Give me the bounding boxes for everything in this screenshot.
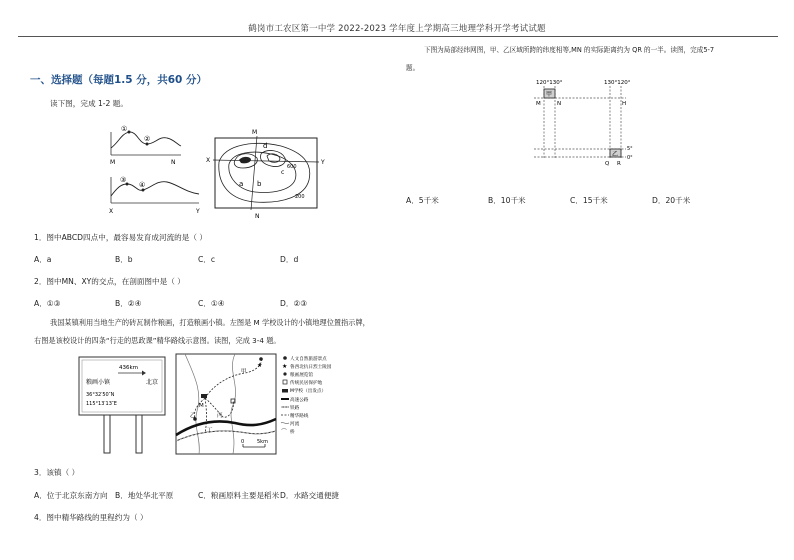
profile-point-2: ② [144,135,151,143]
legend-item-9: 桥 [290,430,295,435]
sign-longitude: 115°13′13″E [86,401,117,407]
profile-label-m: M [110,159,116,166]
sign-latitude: 36°32′50″N [86,392,115,398]
map-point-b: b [257,180,262,188]
legend-item-3: 传统民居保护地 [290,381,323,386]
q2-stem: 2．图中MN、XY的交点，在剖面图中是（ ） [34,277,185,286]
route-label-m: M [199,403,204,409]
profile-xy [109,176,200,215]
grid-top-right-label: 130°120° [604,80,631,86]
grid-top-left-label: 120°130° [536,80,563,86]
grid-label-5deg: 5° [627,146,633,152]
map-label-n: N [255,213,260,220]
grid-label-q: Q [605,161,610,167]
profile-point-3: ③ [120,176,127,184]
q1-option-b[interactable]: B．b [115,255,133,264]
grid-label-m: M [536,101,541,107]
q3-option-d[interactable]: D．水路交通便捷 [280,491,340,500]
scenic-spot-marker [259,357,263,361]
q5-option-b[interactable]: B．10千米 [488,196,526,205]
q2-option-a[interactable]: A．①③ [34,299,61,308]
town-sign-figure [78,356,168,454]
route-label-yi: 乙 [190,413,196,419]
legend-item-1: 鲁西北抗日烈士陵园 [290,365,332,370]
route-map-figure [175,353,332,458]
q2-option-c[interactable]: C．①④ [198,299,225,308]
section-title: 一、选择题（每题1.5 分，共60 分） [30,74,208,86]
profile-label-x: X [109,208,114,215]
legend-bridge-icon: ⌒ [281,429,288,436]
legend-item-8: 河流 [290,422,300,427]
grid-label-0deg: 0° [627,155,633,161]
profile-mn [110,125,181,166]
scale-zero: 0 [241,439,245,445]
map-point-d: d [263,142,268,150]
profile-label-n: N [171,159,176,166]
contour-label-200: 200 [295,194,305,200]
grid-label-n: N [557,101,562,107]
q1-option-d[interactable]: D．d [280,255,299,264]
legend-item-5: 高速公路 [290,398,309,403]
q1-option-a[interactable]: A．a [34,255,52,264]
q5-option-a[interactable]: A．5千米 [406,196,439,205]
lat-long-grid-figure [526,76,636,166]
q2-option-d[interactable]: D．②③ [280,299,308,308]
legend-item-4: M学校（出发点） [290,389,327,394]
map-label-x: X [206,157,211,164]
route-label-bing: 丙 [217,413,223,419]
contour-map [206,129,325,220]
grid-label-jia: 甲 [546,91,553,98]
right-intro-line1: 下图为局部经纬网图，甲、乙区域所跨的纬度相等,MN 的实际距离约为 QR 的一半。读图，完成5-7 [424,46,715,54]
scale-label: 5km [257,439,268,445]
q3-option-c[interactable]: C．粮画原料主要是稻米 [198,491,280,500]
legend-item-6: 铁路 [290,406,300,411]
grid-label-r: R [617,161,621,167]
q4-stem: 4．图中精华路线的里程约为（ ） [34,513,148,522]
q2-option-b[interactable]: B．②④ [115,299,142,308]
right-intro-line2: 题。 [406,64,420,72]
contour-label-600: 600 [287,164,297,170]
grid-label-h: H [622,101,627,107]
q3-option-a[interactable]: A．位于北京东南方向 [34,491,108,500]
legend-item-7: 精华路线 [290,414,309,419]
route-legend [281,355,332,436]
profile-contour-figure [105,122,345,222]
q1-option-c[interactable]: C．c [198,255,216,264]
route-label-ding: 丁 [207,428,213,434]
sign-city: 北京 [146,379,159,386]
map-label-y: Y [321,159,325,166]
cemetery-star-icon: ★ [257,362,263,369]
passage-3-4-line1: 我国某镇利用当地生产的砖瓦制作粮画，打造粮画小镇。左图是 M 学校设计的小镇地理位置指示牌， [50,318,370,327]
legend-star-icon: ★ [282,363,288,370]
page-header-title: 鹤岗市工农区第一中学 2022-2023 学年度上学期高三地理学科开学考试试题 [248,24,546,34]
header-divider [18,36,778,37]
legend-item-2: 粮画展览馆 [290,373,313,378]
map-label-m: M [252,129,258,136]
route-label-jia: 甲 [241,369,247,375]
profile-point-4: ④ [139,181,146,189]
profile-label-y: Y [196,208,200,215]
map-point-c: c [281,169,285,176]
q5-option-d[interactable]: D．20千米 [652,196,691,205]
legend-item-0: 人文自然旅游景点 [290,357,327,362]
grid-label-yi: 乙 [612,151,619,158]
sign-distance: 436km [119,365,139,371]
intro-q1-2: 读下图，完成 1-2 题。 [50,99,128,108]
profile-point-1: ① [121,125,128,133]
q1-stem: 1．图中ABCD四点中，最容易发育成河流的是（ ） [34,233,207,242]
q5-option-c[interactable]: C．15千米 [570,196,608,205]
q3-stem: 3．该镇（ ） [34,468,80,477]
sign-town-name: 粮画小镇 [86,379,111,386]
q3-option-b[interactable]: B．地处华北平原 [115,491,174,500]
passage-3-4-line2: 右图是该校设计的四条“行走的思政课”精华路线示意图。读图，完成 3-4 题。 [34,336,281,345]
map-point-a: a [239,180,244,188]
school-marker [201,394,207,398]
